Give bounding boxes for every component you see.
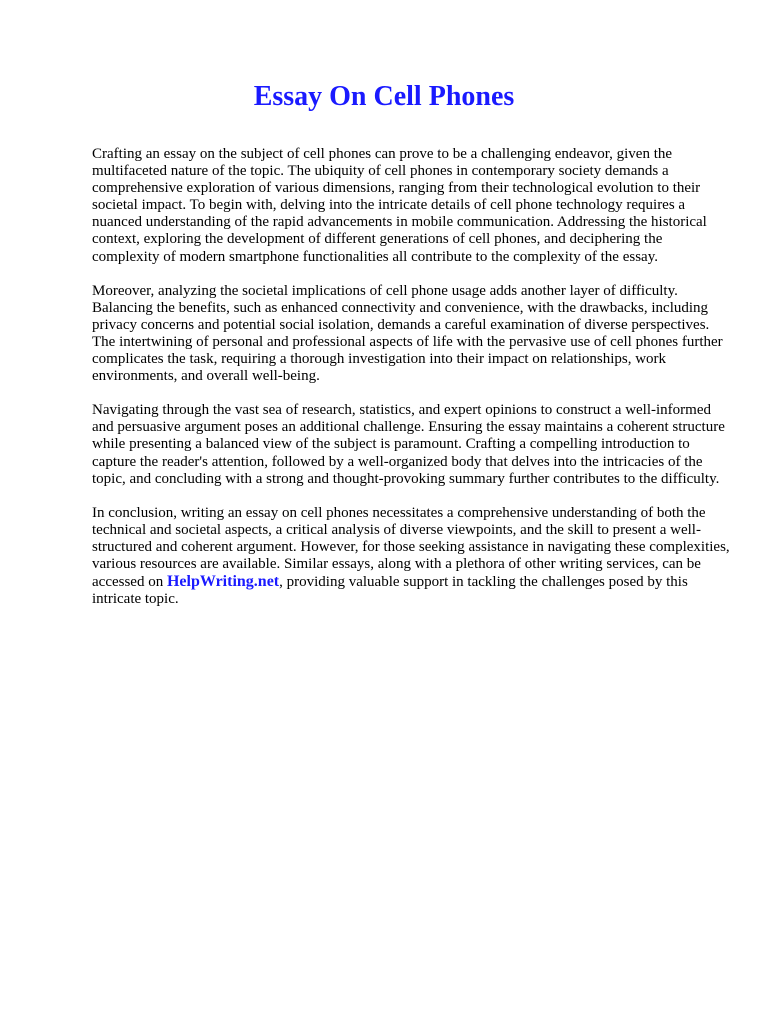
paragraph-1: Crafting an essay on the subject of cell phones can prove to be a challenging endeavor, given the multifaceted nature of the topic. The ubiquity of cell phones in contemporary society demands a comprehensive exploration of various dimensions, ranging from their technological evolution to their societal impact. To begin with, delving into the intricate details of cell phone technology requires a nuanced understanding of the rapid advancements in mobile communication. Addressing the historical context, exploring the development of different generations of cell phones, and deciphering the complexity of modern smartphone functionalities all contribute to the complexity of the essay. [92, 146, 707, 265]
paragraph-3: Navigating through the vast sea of research, statistics, and expert opinions to construct a well-informed and persuasive argument poses an additional challenge. Ensuring the essay maintains a coherent structure while presenting a balanced view of the subject is paramount. Crafting a compelling introduction to capture the reader's attention, followed by a well-organized body that delves into the intricacies of the topic, and concluding with a strong and thought-provoking summary further contributes to the difficulty. [92, 402, 725, 487]
document-title: Essay On Cell Phones [253, 81, 515, 112]
paragraph-4 [92, 505, 732, 609]
paragraph-4-text-before: In conclusion, writing an essay on cell phones necessitates a comprehensive understanding of both the technical and societal aspects, a critical analysis of diverse viewpoints, and the skill to present a well-structured and coherent argument. However, for those seeking assistance in navigating these complexities, various resources are available. Similar essays, along with a plethora of other writing services, can be accessed on [92, 504, 730, 591]
document-body [92, 146, 732, 625]
paragraph-2: Moreover, analyzing the societal implications of cell phone usage adds another layer of difficulty. Balancing the benefits, such as enhanced connectivity and convenience, with the drawbacks, including privacy concerns and potential social isolation, demands a careful examination of diverse perspectives. The intertwining of personal and professional aspects of life with the pervasive use of cell phones further complicates the task, requiring a thorough investigation into their impact on relationships, work environments, and overall well-being. [92, 282, 723, 385]
paragraph-4-text-after: , providing valuable support in tackling the challenges posed by this intricate topic. [92, 574, 688, 608]
helpwriting-link[interactable]: HelpWriting.net [166, 573, 280, 591]
